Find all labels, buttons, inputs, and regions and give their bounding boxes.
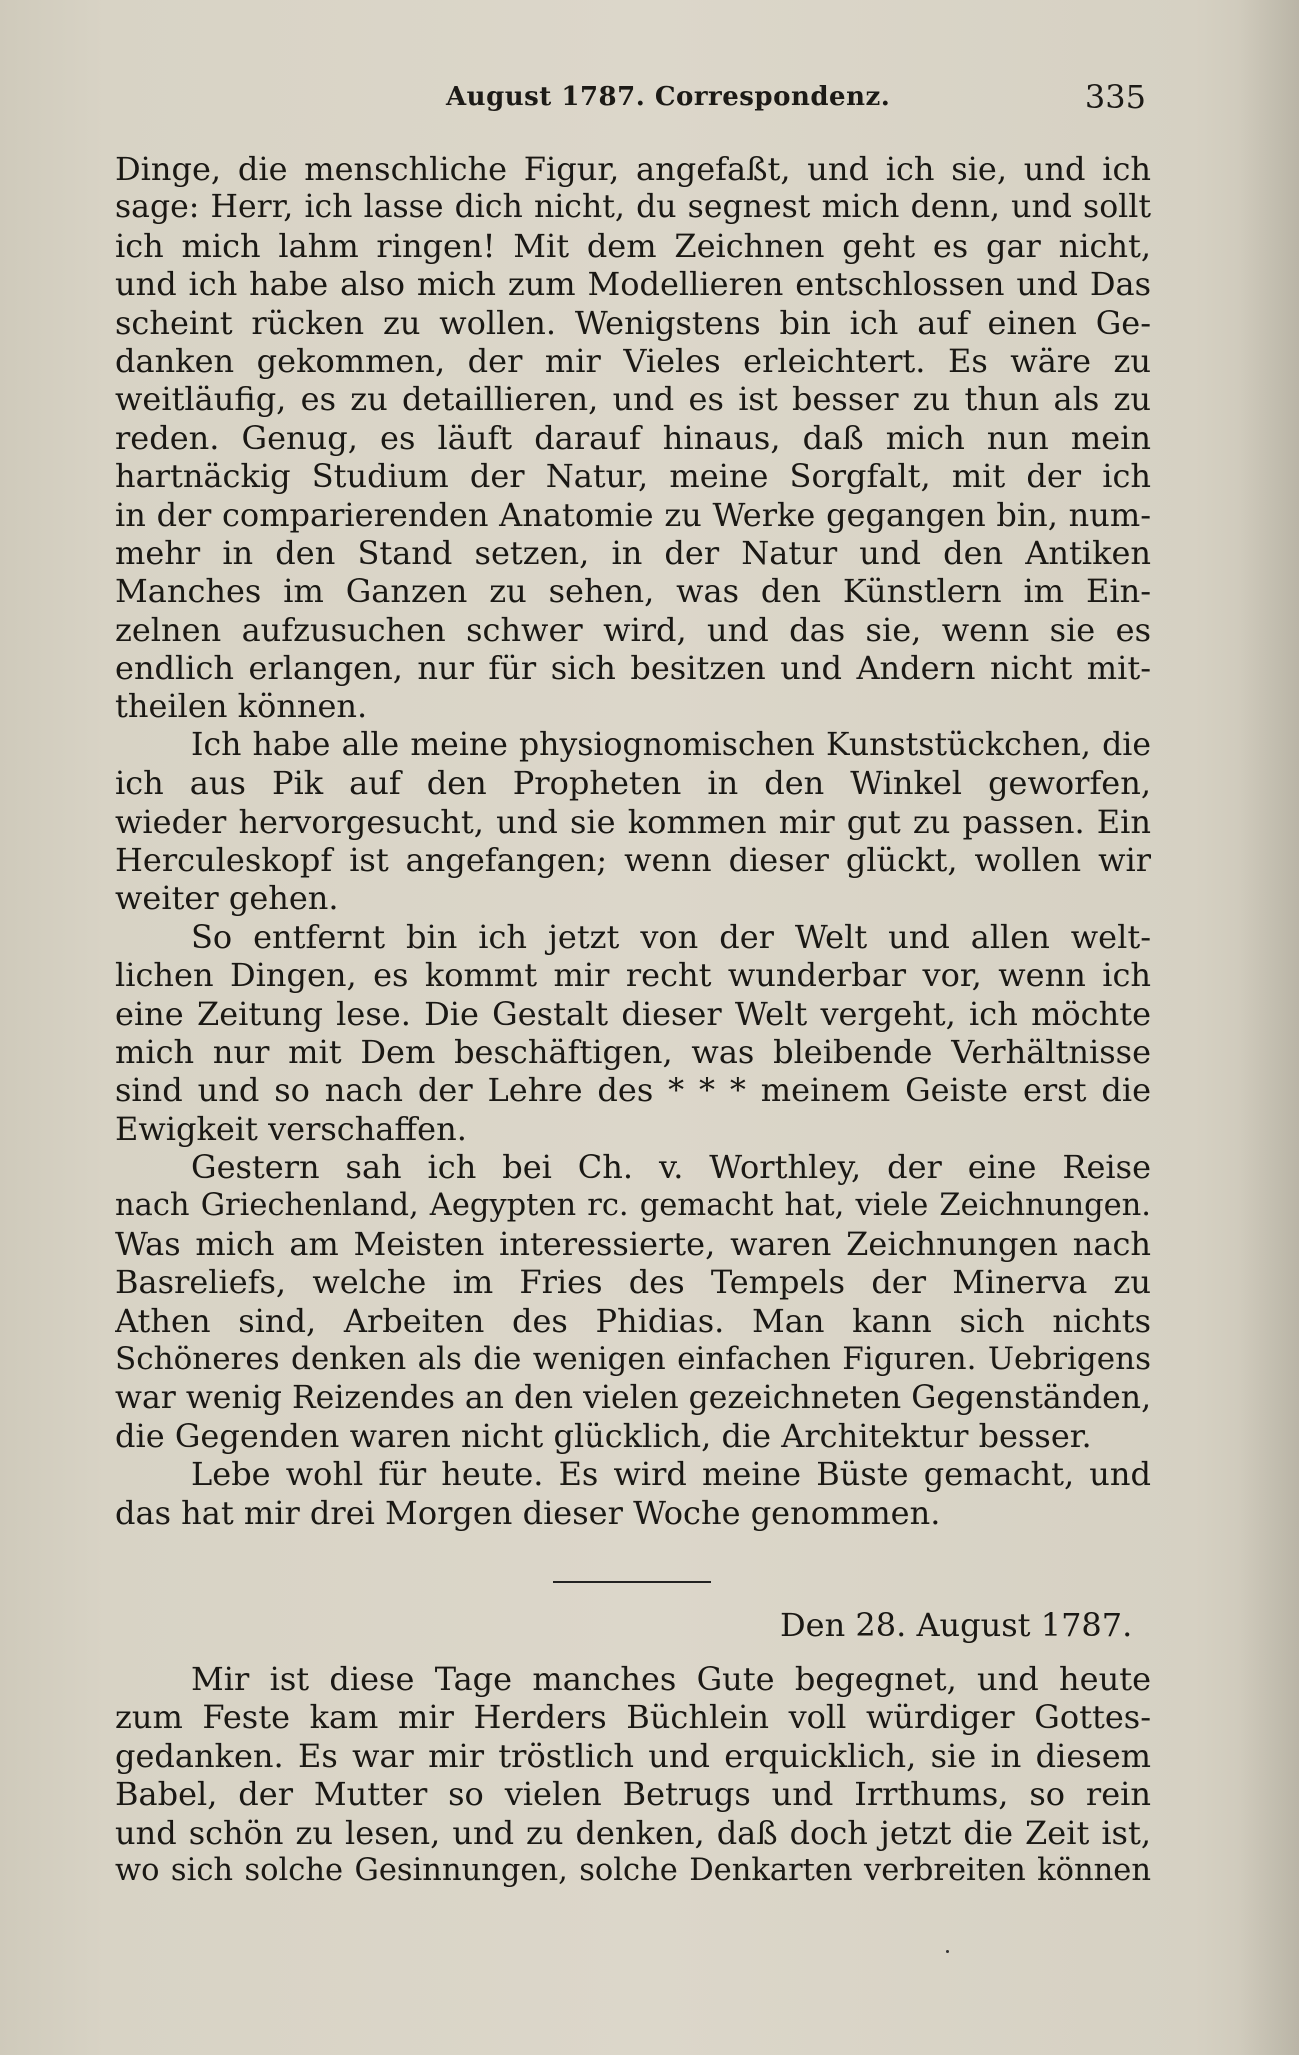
text-line: wieder hervorgesucht, und sie kommen mir gut zu passen. Ein [115,802,1151,841]
text-line: weiter gehen. [115,879,339,918]
text-line: reden. Genug, es läuft darauf hinaus, daß mich nun mein [115,418,1151,457]
text-line: zelnen aufzusuchen schwer wird, und das sie, wenn sie es [115,610,1151,649]
text-line: Athen sind, Arbeiten des Phidias. Man kann sich nichts [115,1301,1151,1340]
section-separator-rule [553,1581,711,1583]
text-line: hartnäckig Studium der Natur, meine Sorgfalt, mit der ich [115,457,1151,496]
text-line: Lebe wohl für heute. Es wird meine Büste gemacht, und [191,1455,1151,1494]
text-line: wo sich solche Gesinnungen, solche Denkarten verbreiten können [115,1852,1151,1888]
text-line: Babel, der Mutter so vielen Betrugs und Irrthums, so rein [115,1775,1151,1814]
text-line: lichen Dingen, es kommt mir recht wunderbar vor, wenn ich [115,956,1151,995]
body-text-top [115,150,1151,1532]
text-line: in der comparierenden Anatomie zu Werke gegangen bin, num- [115,495,1151,534]
text-line: Gestern sah ich bei Ch. v. Worthley, der eine Reise [191,1148,1151,1187]
text-line: eine Zeitung lese. Die Gestalt dieser Welt vergeht, ich möchte [115,994,1151,1033]
text-line: und schön zu lesen, und zu denken, daß doch jetzt die Zeit ist, [115,1813,1151,1852]
text-line: sage: Herr, ich lasse dich nicht, du segnest mich denn, und sollt [115,189,1151,226]
paper-speck [946,1950,949,1953]
text-line: weitläufig, es zu detaillieren, und es ist besser zu thun als zu [115,380,1151,419]
text-line: scheint rücken zu wollen. Wenigstens bin ich auf einen Ge- [115,303,1151,342]
text-line: ich mich lahm ringen! Mit dem Zeichnen geht es gar nicht, [115,226,1151,265]
text-line: Herculeskopf ist angefangen; wenn dieser glückt, wollen wir [115,841,1151,880]
text-line: Was mich am Meisten interessierte, waren Zeichnungen nach [115,1224,1151,1263]
text-line: Basreliefs, welche im Fries des Tempels der Minerva zu [115,1263,1151,1302]
text-line: endlich erlangen, nur für sich besitzen und Andern nicht mit- [115,649,1151,688]
text-line: Schöneres denken als die wenigen einfachen Figuren. Uebrigens [115,1341,1151,1378]
text-line: mich nur mit Dem beschäftigen, was bleibende Verhältnisse [115,1032,1151,1071]
letter-dateline: Den 28. August 1787. [780,1606,1133,1644]
text-line: sind und so nach der Lehre des * * * meinem Geiste erst die [115,1071,1151,1110]
text-line: mehr in den Stand setzen, in der Natur und den Antiken [115,533,1151,572]
text-line: theilen können. [115,687,368,726]
text-line: gedanken. Es war mir tröstlich und erquicklich, sie in diesem [115,1736,1151,1775]
text-line: zum Feste kam mir Herders Büchlein voll würdiger Gottes- [115,1698,1151,1737]
text-line: das hat mir drei Morgen dieser Woche genommen. [115,1493,941,1532]
page-number: 335 [1084,78,1146,116]
text-line: war wenig Reizendes an den vielen gezeichneten Gegenständen, [115,1379,1151,1416]
text-line: und ich habe also mich zum Modellieren entschlossen und Das [115,265,1151,304]
text-line: So entfernt bin ich jetzt von der Welt und allen welt- [191,917,1151,956]
text-line: Ewigkeit verschaffen. [115,1109,467,1148]
text-line: danken gekommen, der mir Vieles erleichtert. Es wäre zu [115,341,1151,380]
page-header [110,78,1146,128]
text-line: ich aus Pik auf den Propheten in den Winkel geworfen, [115,764,1151,803]
text-line: Mir ist diese Tage manches Gute begegnet, und heute [191,1660,1151,1698]
text-line: die Gegenden waren nicht glücklich, die Architektur besser. [115,1416,1092,1455]
text-line: Dinge, die menschliche Figur, angefaßt, und ich sie, und ich [115,150,1151,188]
text-line: Ich habe alle meine physiognomischen Kunststückchen, die [191,726,1151,763]
running-head: August 1787. Correspondenz. [446,82,891,112]
body-text-bottom [115,1660,1151,1890]
text-line: nach Griechenland, Aegypten rc. gemacht hat, viele Zeichnungen. [115,1187,1151,1223]
text-line: Manches im Ganzen zu sehen, was den Künstlern im Ein- [115,572,1151,611]
